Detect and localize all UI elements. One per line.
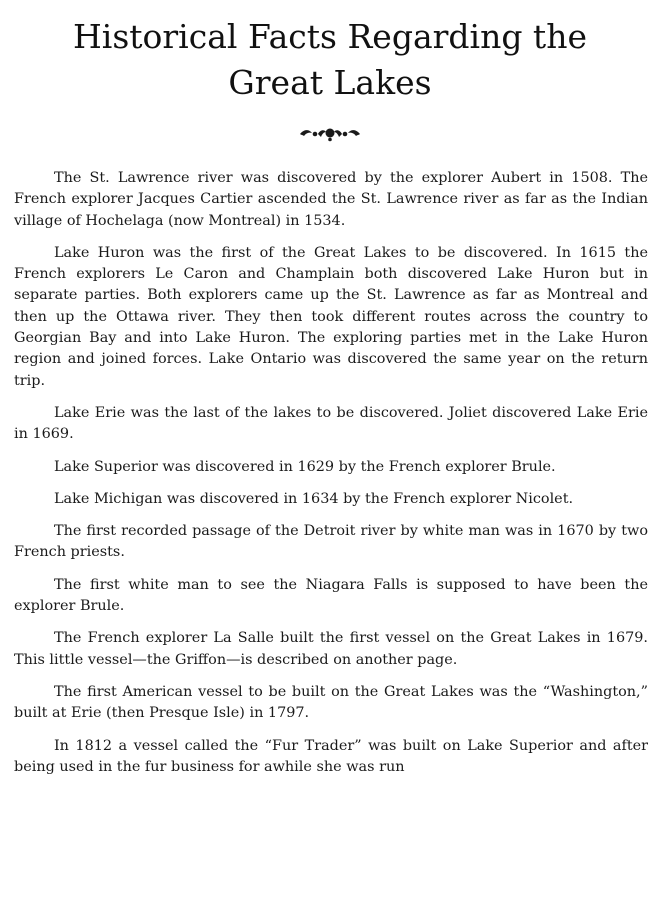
article-body: [14, 168, 648, 789]
title-line-2: Great Lakes: [228, 63, 432, 102]
paragraph-8: The French explorer La Salle built the first vessel on the Great Lakes in 1679. This little vessel—the Griffon—is described on another page.: [14, 630, 648, 668]
paragraph-10: In 1812 a vessel called the “Fur Trader” was built on Lake Superior and after being used in the fur business for awhile she was run: [14, 737, 648, 775]
page-title: [0, 0, 660, 106]
title-line-1: Historical Facts Regarding the: [73, 17, 587, 56]
floral-ornament-icon: [0, 124, 660, 146]
paragraph-3: Lake Erie was the last of the lakes to be discovered. Joliet discovered Lake Erie in 1669.: [14, 404, 648, 443]
paragraph-4: Lake Superior was discovered in 1629 by the French explorer Brule.: [54, 458, 556, 475]
paragraph-2: Lake Huron was the first of the Great Lakes to be discovered. In 1615 the French explorers Le Caron and Champlain both discovered Lake Huron but in separate parties. Both explorers came up the St. Lawrence as far as Montreal and then up the Ottawa river. They then took different routes across the country to Georgian Bay and into Lake Huron. The exploring parties met in the Lake Huron region and joined forces. Lake Ontario was discovered the same year on the return trip.: [14, 244, 648, 389]
paragraph-1: The St. Lawrence river was discovered by the explorer Aubert in 1508. The French explorer Jacques Cartier ascended the St. Lawrence river as far as the Indian village of Hochelaga (now Montreal) in 1534.: [14, 170, 648, 229]
paragraph-5: Lake Michigan was discovered in 1634 by the French explorer Nicolet.: [54, 490, 574, 507]
paragraph-6: The first recorded passage of the Detroit river by white man was in 1670 by two French priests.: [14, 523, 648, 561]
paragraph-9: The first American vessel to be built on the Great Lakes was the “Washington,” built at Erie (then Presque Isle) in 1797.: [14, 683, 648, 722]
paragraph-7: The first white man to see the Niagara Falls is supposed to have been the explorer Brule.: [14, 576, 648, 615]
